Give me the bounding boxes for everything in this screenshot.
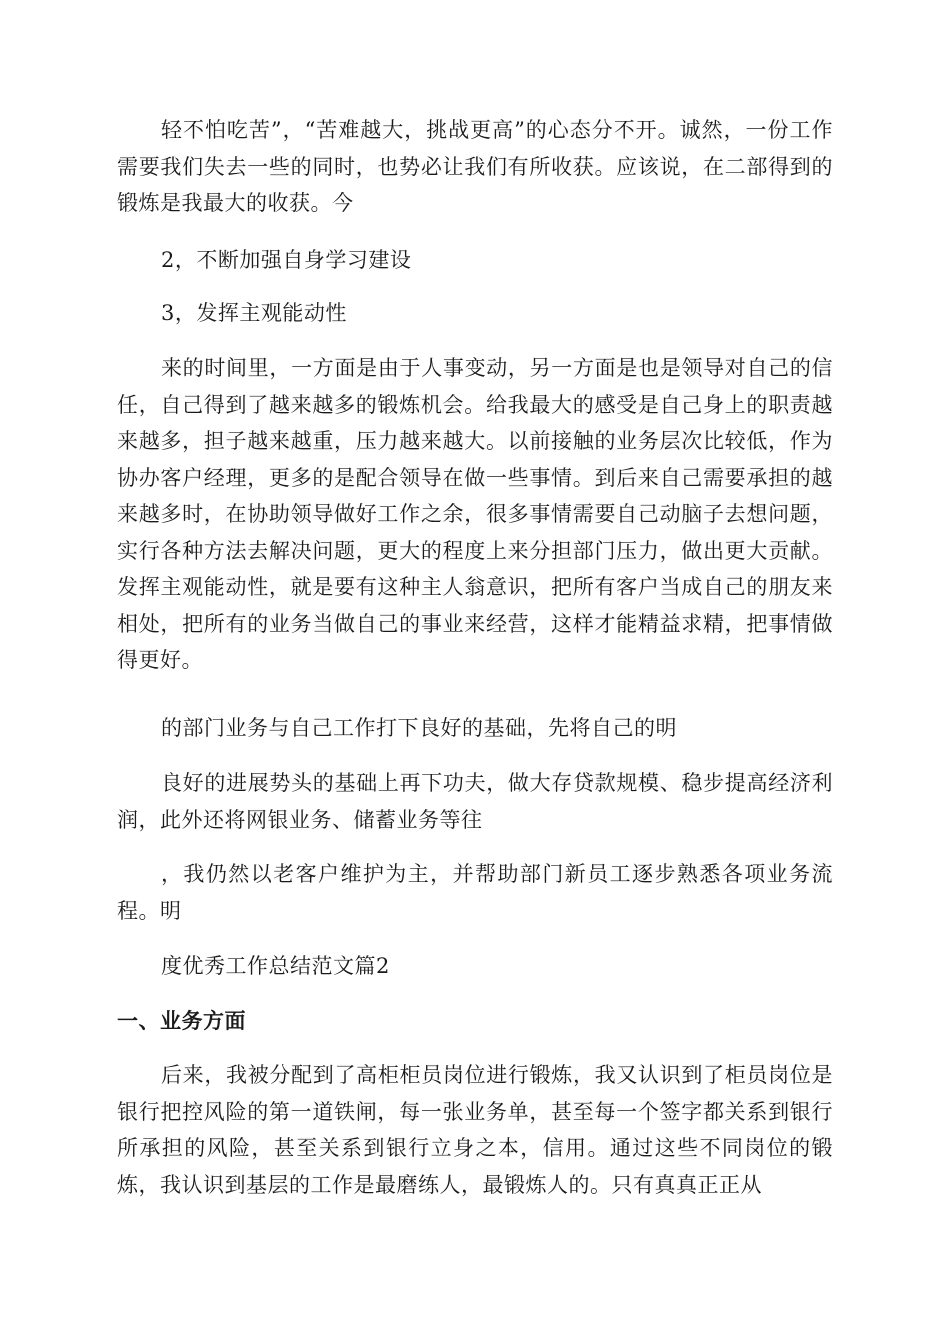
paragraph-summary-title: 度优秀工作总结范文篇2 <box>161 954 390 978</box>
paragraph-client-maintenance: ，我仍然以老客户维护为主，并帮助部门新员工逐步熟悉各项业务流程。明 <box>117 862 833 923</box>
paragraph-business-growth: 良好的进展势头的基础上再下功夫，做大存贷款规模、稳步提高经济利润，此外还将网银业务、储蓄业务等往 <box>117 771 833 832</box>
paragraph-responsibilities: 来的时间里，一方面是由于人事变动，另一方面是也是领导对自己的信任，自己得到了越来越多的锻炼机会。给我最大的感受是自己身上的职责越来越多，担子越来越重，压力越来越大。以前接触的业务层次比较低，作为协办客户经理，更多的是配合领导在做一些事情。到后来自己需要承担的越来越多时，在协助领导做好工作之余，很多事情需要自己动脑子去想问题，实行各种方法去解决问题，更大的程度上来分担部门压力，做出更大贡献。发挥主观能动性，就是要有这种主人翁意识，把所有客户当成自己的朋友来相处，把所有的业务当做自己的事业来经营，这样才能精益求精，把事情做得更好。 <box>117 356 833 672</box>
section-heading-business: 一、业务方面 <box>117 1008 246 1033</box>
paragraph-foundation: 的部门业务与自己工作打下良好的基础，先将自己的明 <box>161 716 677 740</box>
paragraph-teller-post: 后来，我被分配到了高柜柜员岗位进行锻炼，我又认识到了柜员岗位是银行把控风险的第一道铁闸，每一张业务单，甚至每一个签字都关系到银行所承担的风险，甚至关系到银行立身之本，信用。通过这些不同岗位的锻炼，我认识到基层的工作是最磨练人，最锻炼人的。只有真真正正从 <box>117 1063 833 1197</box>
list-item-initiative: 3，发挥主观能动性 <box>161 301 347 325</box>
list-item-self-study: 2，不断加强自身学习建设 <box>161 248 412 272</box>
paragraph-hardship-attitude: 轻不怕吃苦”，“苦难越大，挑战更高”的心态分不开。诚然，一份工作需要我们失去一些的同时，也势必让我们有所收获。应该说，在二部得到的锻炼是我最大的收获。今 <box>117 118 833 215</box>
